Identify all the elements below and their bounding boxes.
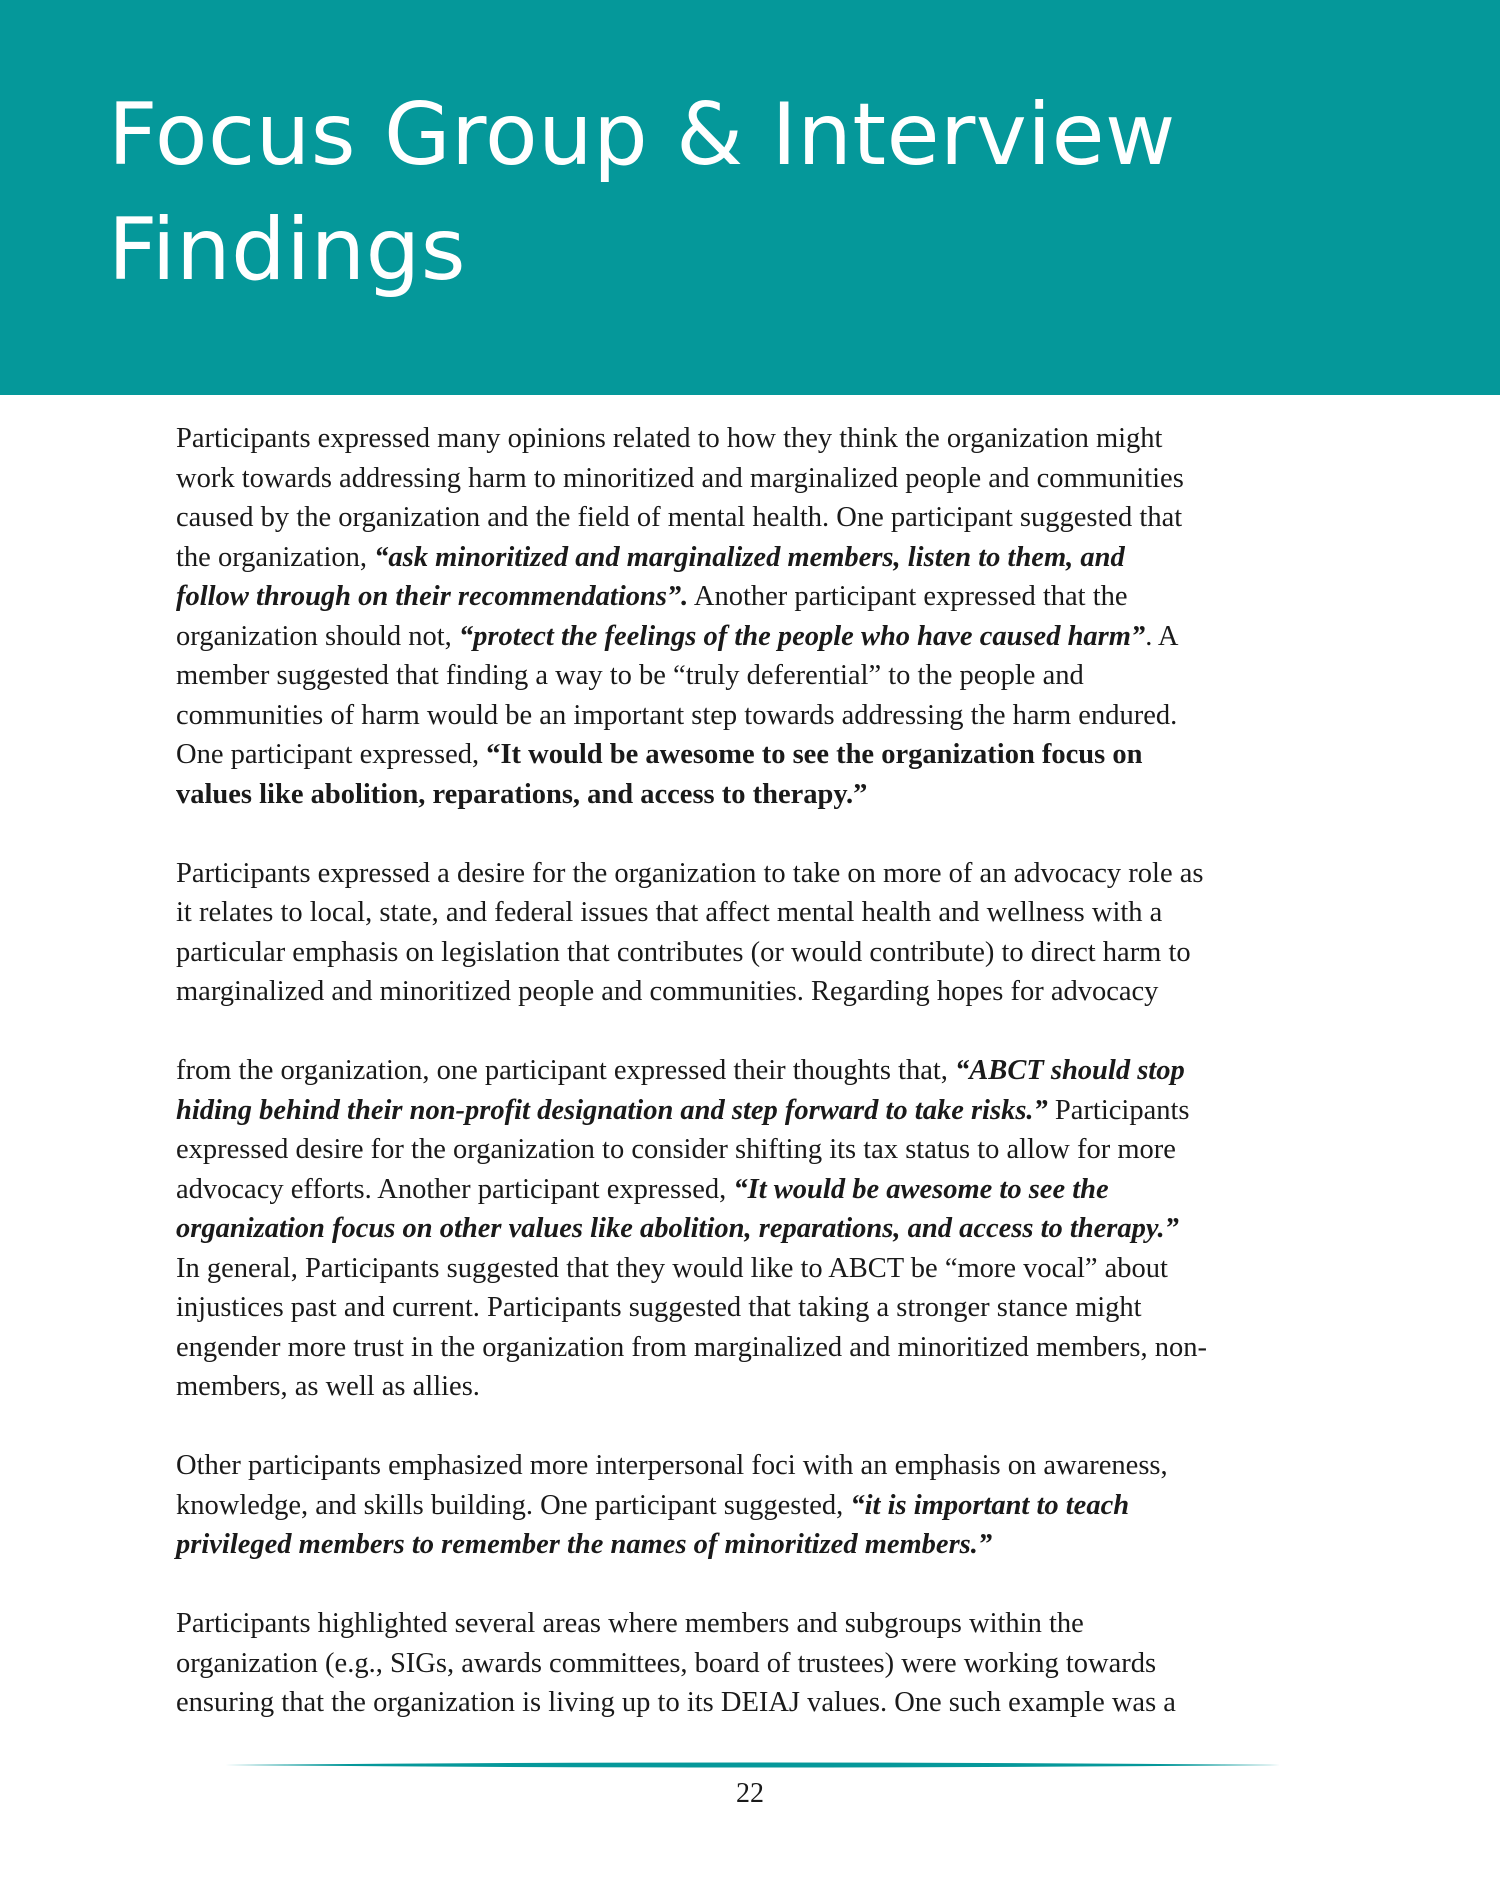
header-banner [0,0,1500,395]
text-line [176,656,1341,696]
body-text-run: expressed desire for the organization to consider shifting its tax status to allow for more [176,1134,1176,1165]
text-line [176,498,1341,538]
body-text-run: caused by the organization and the field of mental health. One participant suggested that [176,502,1183,533]
body-text-run: In general, Participants suggested that they would like to ABCT be “more vocal” about [176,1252,1168,1284]
body-text-run: Participants highlighted several areas where members and subgroups within the [176,1608,1084,1639]
quote-text: “ABCT should stop [955,1055,1185,1086]
page-title-line-1: Focus Group & Interview [108,85,1176,185]
findings-body [176,419,1341,1723]
body-text-run: Participants expressed a desire for the organization to take on more of an advocacy role as [176,857,1204,889]
text-line [176,1604,1341,1644]
text-line [176,775,1341,815]
text-line [176,933,1341,973]
body-text-run: Participants [1047,1094,1190,1126]
text-line [176,617,1341,657]
body-paragraph [176,854,1341,1012]
text-line [176,1091,1341,1131]
text-line [176,1446,1341,1486]
body-text-run: Other participants emphasized more interpersonal foci with an emphasis on awareness, [176,1450,1168,1481]
body-paragraph [176,419,1341,814]
body-text-run: injustices past and current. Participants suggested that taking a stronger stance might [176,1292,1142,1323]
quote-text: values like abolition, reparations, and access to therapy.” [176,778,868,810]
text-line [176,972,1341,1012]
body-text-run: it relates to local, state, and federal issues that affect mental health and wellness with a [176,897,1163,928]
body-text-run: engender more trust in the organization from marginalized and minoritized members, non- [176,1331,1207,1363]
body-paragraph [176,1051,1341,1407]
text-line [176,1486,1341,1526]
body-text-run: the organization, [176,541,375,573]
footer-divider [225,1761,1280,1769]
body-text-run: member suggested that finding a way to be “truly deferential” to the people and [176,660,1084,691]
text-line [176,1051,1341,1091]
page-title-line-2: Findings [108,200,466,300]
body-text-run: from the organization, one participant expressed their thoughts that, [176,1055,956,1086]
text-line [176,1644,1341,1684]
body-text-run: organization (e.g., SIGs, awards committees, board of trustees) were working towards [176,1647,1157,1679]
quote-text: “ask minoritized and marginalized members, listen to them, and [374,541,1125,573]
body-text-run: . A [1145,620,1179,652]
text-line [176,696,1341,736]
text-line [176,1249,1341,1289]
text-line [176,577,1341,617]
body-text-run: particular emphasis on legislation that contributes (or would contribute) to direct harm to [176,936,1191,968]
body-text-run: communities of harm would be an important step towards addressing the harm endured. [176,699,1178,731]
page-title [108,78,1408,308]
text-line [176,893,1341,933]
text-line [176,419,1341,459]
body-text-run: One participant expressed, [176,739,487,770]
text-line [176,1130,1341,1170]
body-text-run: members, as well as allies. [176,1371,480,1402]
quote-text: “protect the feelings of the people who have caused harm” [458,620,1146,652]
text-line [176,1170,1341,1210]
text-line [176,1367,1341,1407]
body-text-run: Another participant expressed that the [688,581,1128,612]
text-line [176,735,1341,775]
body-text-run: Participants expressed many opinions related to how they think the organization might [176,423,1163,454]
quote-text: “It would be awesome to see the organization focus on [486,739,1143,770]
text-line [176,1209,1341,1249]
text-line [176,1683,1341,1723]
body-text-run: organization should not, [176,620,459,652]
quote-text: “It would be awesome to see the [733,1173,1109,1205]
body-text-run: knowledge, and skills building. One participant suggested, [176,1489,851,1521]
text-line [176,1288,1341,1328]
text-line [176,538,1341,578]
quote-text: “it is important to teach [850,1489,1130,1521]
body-text-run: ensuring that the organization is living up to its DEIAJ values. One such example was a [176,1687,1176,1718]
body-text-run: work towards addressing harm to minoritized and marginalized people and communities [176,462,1184,494]
text-line [176,1525,1341,1565]
body-text-run: marginalized and minoritized people and communities. Regarding hopes for advocacy [176,976,1159,1007]
text-line [176,1328,1341,1368]
quote-text: organization focus on other values like abolition, reparations, and access to therapy.” [176,1213,1179,1244]
page-number: 22 [736,1778,764,1809]
text-line [176,854,1341,894]
body-paragraph [176,1604,1341,1723]
text-line [176,459,1341,499]
body-text-run: advocacy efforts. Another participant expressed, [176,1173,734,1205]
quote-text: privileged members to remember the names of minoritized members.” [176,1529,993,1560]
quote-text: hiding behind their non-profit designation and step forward to take risks.” [176,1094,1048,1126]
body-paragraph [176,1446,1341,1565]
quote-text: follow through on their recommendations”. [176,581,689,612]
